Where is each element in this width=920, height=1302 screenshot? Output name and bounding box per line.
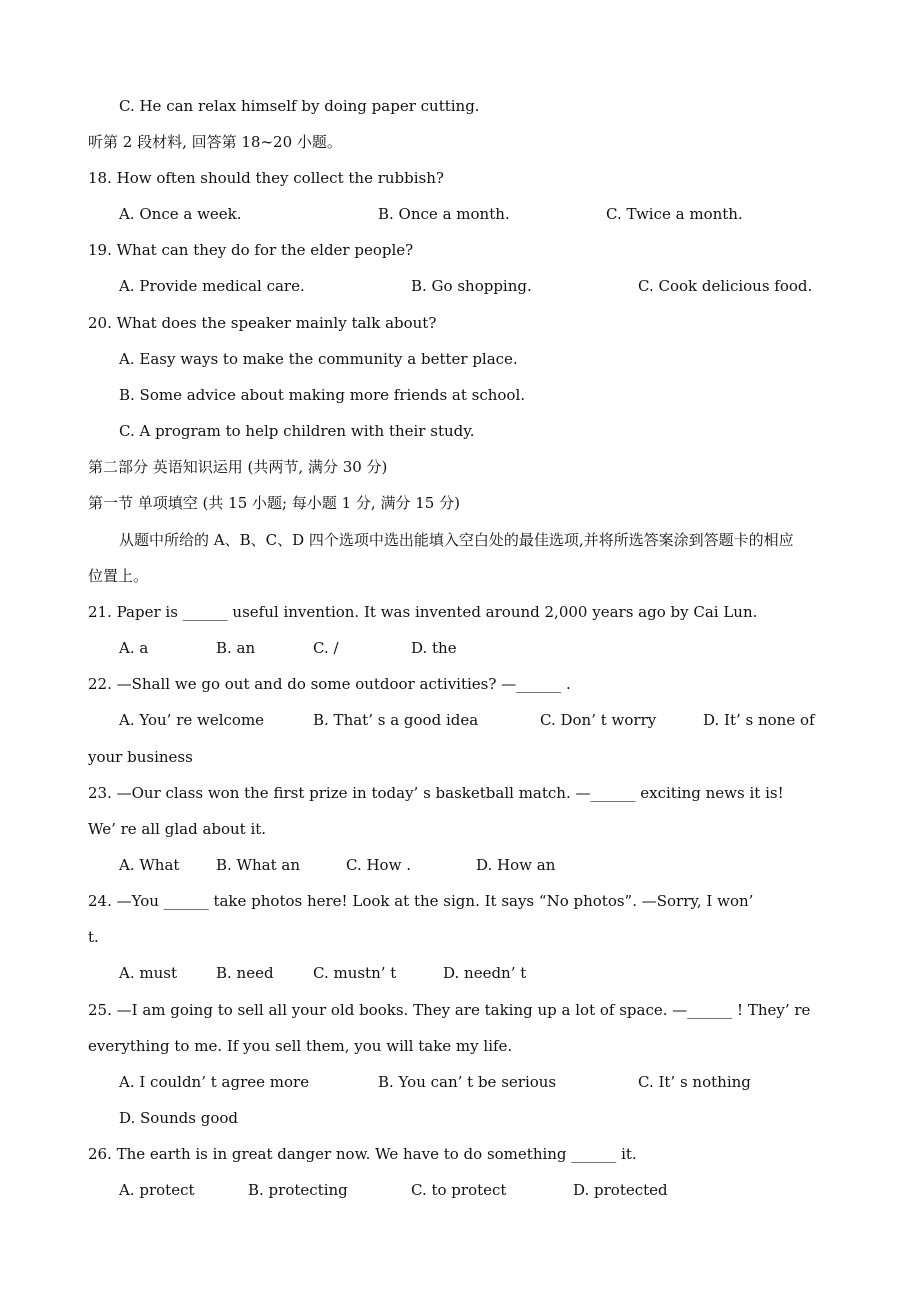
q17-option-c: C. He can relax himself by doing paper cutting. [119,97,480,115]
q24-stem-line1: 24. —You ______ take photos here! Look at the sign. It says “No photos”. —Sorry, I won’ [88,892,754,910]
q25-stem-line2: everything to me. If you sell them, you will take my life. [88,1037,513,1055]
q19-option-c: C. Cook delicious food. [638,277,813,295]
q21-stem: 21. Paper is ______ useful invention. It was invented around 2,000 years ago by Cai Lun. [88,603,758,621]
q26-option-b: B. protecting [248,1181,348,1199]
q25-option-c: C. It’ s nothing [638,1073,751,1091]
q21-option-b: B. an [216,639,256,657]
q23-option-b: B. What an [216,856,300,874]
part2-heading: 第二部分 英语知识运用 (共两节, 满分 30 分) [88,458,388,476]
q22-option-a: A. You’ re welcome [119,711,265,729]
q18-option-c: C. Twice a month. [606,205,743,223]
q18-option-a: A. Once a week. [119,205,242,223]
section1-instruction-line1: 从题中所给的 A、B、C、D 四个选项中选出能填入空白处的最佳选项,并将所选答案涂到答题卡的相应 [119,531,794,549]
q18-stem: 18. How often should they collect the rubbish? [88,169,444,187]
q24-option-b: B. need [216,964,274,982]
q26-option-c: C. to protect [411,1181,507,1199]
section1-heading: 第一节 单项填空 (共 15 小题; 每小题 1 分, 满分 15 分) [88,494,460,512]
q25-option-a: A. I couldn’ t agree more [119,1073,310,1091]
q21-option-c: C. / [313,639,339,657]
q22-option-d-continued: your business [88,748,193,766]
q20-option-b: B. Some advice about making more friends at school. [119,386,526,404]
q21-option-d: D. the [411,639,457,657]
passage2-instruction: 听第 2 段材料, 回答第 18~20 小题。 [88,133,342,151]
q23-option-c: C. How . [346,856,411,874]
q24-option-d: D. needn’ t [443,964,527,982]
q19-stem: 19. What can they do for the elder people? [88,241,414,259]
q19-option-b: B. Go shopping. [411,277,532,295]
q24-option-a: A. must [119,964,177,982]
q20-option-c: C. A program to help children with their study. [119,422,475,440]
q23-stem-line2: We’ re all glad about it. [88,820,267,838]
q24-option-c: C. mustn’ t [313,964,397,982]
q20-stem: 20. What does the speaker mainly talk about? [88,314,437,332]
q22-stem: 22. —Shall we go out and do some outdoor activities? —______ . [88,675,571,693]
q26-option-d: D. protected [573,1181,668,1199]
q25-option-d: D. Sounds good [119,1109,238,1127]
q23-option-a: A. What [119,856,180,874]
q21-option-a: A. a [119,639,149,657]
q25-stem-line1: 25. —I am going to sell all your old books. They are taking up a lot of space. —______ ! They’ re [88,1001,811,1019]
q26-option-a: A. protect [119,1181,195,1199]
q22-option-b: B. That’ s a good idea [313,711,479,729]
q23-option-d: D. How an [476,856,556,874]
section1-instruction-line2: 位置上。 [88,567,149,585]
q18-option-b: B. Once a month. [378,205,510,223]
q26-stem: 26. The earth is in great danger now. We have to do something ______ it. [88,1145,637,1163]
q22-option-d: D. It’ s none of [703,711,815,729]
q24-stem-line2: t. [88,928,99,946]
q25-option-b: B. You can’ t be serious [378,1073,557,1091]
q19-option-a: A. Provide medical care. [119,277,305,295]
q20-option-a: A. Easy ways to make the community a better place. [119,350,518,368]
q23-stem-line1: 23. —Our class won the first prize in today’ s basketball match. —______ exciting news it is! [88,784,784,802]
q22-option-c: C. Don’ t worry [540,711,657,729]
